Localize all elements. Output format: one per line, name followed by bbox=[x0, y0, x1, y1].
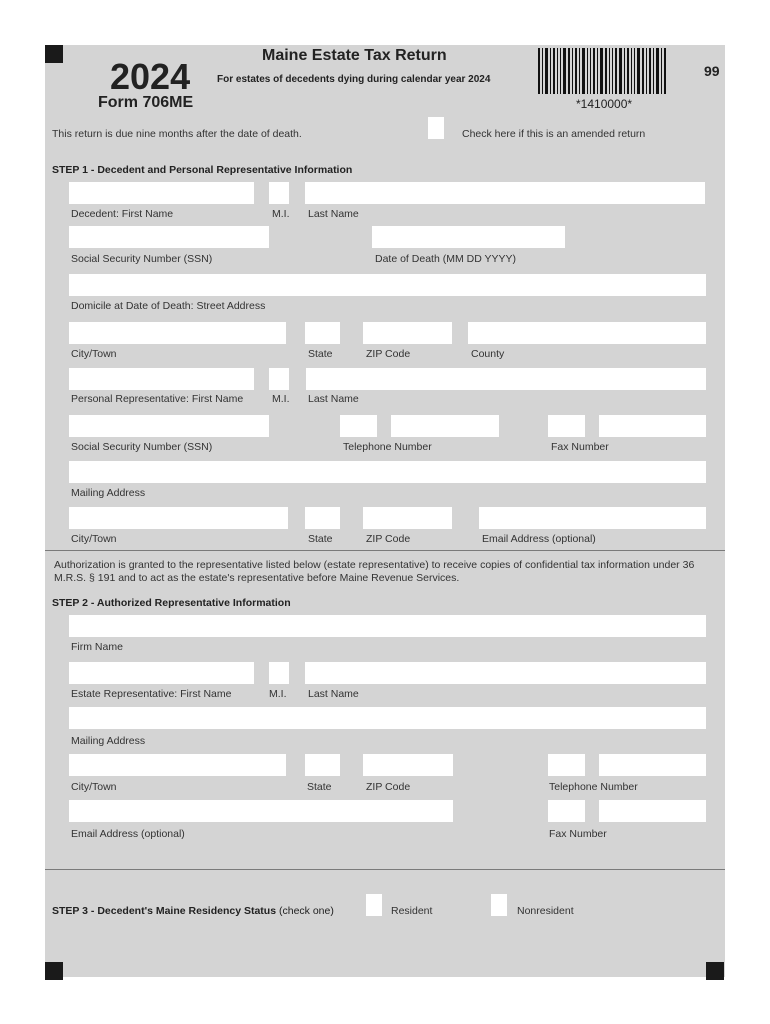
step3-check-note: (check one) bbox=[278, 905, 334, 917]
resident-checkbox[interactable] bbox=[366, 894, 382, 916]
pr-fax-area-field[interactable] bbox=[548, 415, 585, 437]
registration-mark-top-left bbox=[45, 45, 63, 63]
barcode-text: *1410000* bbox=[576, 97, 633, 111]
pr-email-label: Email Address (optional) bbox=[482, 533, 596, 545]
domicile-street-field[interactable] bbox=[69, 274, 706, 296]
nonresident-label: Nonresident bbox=[517, 905, 574, 917]
er-tel-label: Telephone Number bbox=[549, 781, 638, 793]
er-city-label: City/Town bbox=[71, 781, 117, 793]
er-fax-area-field[interactable] bbox=[548, 800, 585, 822]
date-of-death-field[interactable] bbox=[372, 226, 565, 248]
domicile-state-label: State bbox=[308, 348, 333, 360]
pr-ssn-label: Social Security Number (SSN) bbox=[71, 441, 213, 453]
registration-mark-bottom-left bbox=[45, 962, 63, 980]
pr-tel-area-field[interactable] bbox=[340, 415, 377, 437]
nonresident-checkbox[interactable] bbox=[491, 894, 507, 916]
er-fax-number-field[interactable] bbox=[599, 800, 706, 822]
barcode bbox=[538, 48, 686, 94]
amended-return-label: Check here if this is an amended return bbox=[462, 128, 646, 140]
pr-zip-field[interactable] bbox=[363, 507, 452, 529]
section-divider-2 bbox=[45, 869, 725, 870]
registration-mark-bottom-right bbox=[706, 962, 724, 980]
domicile-city-field[interactable] bbox=[69, 322, 286, 344]
er-state-label: State bbox=[307, 781, 332, 793]
pr-ssn-field[interactable] bbox=[69, 415, 269, 437]
step3-title bbox=[52, 905, 334, 917]
form-id: Form 706ME bbox=[98, 94, 194, 111]
amended-return-checkbox[interactable] bbox=[428, 117, 444, 139]
firm-name-field[interactable] bbox=[69, 615, 706, 637]
pr-city-label: City/Town bbox=[71, 533, 117, 545]
pr-state-label: State bbox=[308, 533, 333, 545]
er-mi-field[interactable] bbox=[269, 662, 289, 684]
decedent-last-name-label: Last Name bbox=[308, 208, 359, 220]
step1-title: STEP 1 - Decedent and Personal Representative Information bbox=[52, 164, 353, 176]
pr-fax-number-field[interactable] bbox=[599, 415, 706, 437]
domicile-zip-label: ZIP Code bbox=[366, 348, 411, 360]
county-field[interactable] bbox=[468, 322, 706, 344]
decedent-ssn-field[interactable] bbox=[69, 226, 269, 248]
er-zip-field[interactable] bbox=[363, 754, 453, 776]
pr-mailing-address-field[interactable] bbox=[69, 461, 706, 483]
pr-first-name-field[interactable] bbox=[69, 368, 254, 390]
due-note: This return is due nine months after the date of death. bbox=[52, 128, 302, 140]
er-tel-number-field[interactable] bbox=[599, 754, 706, 776]
pr-first-name-label: Personal Representative: First Name bbox=[71, 393, 244, 405]
step3-title-text: STEP 3 - Decedent's Maine Residency Status bbox=[52, 905, 277, 917]
section-divider bbox=[45, 550, 725, 551]
page-code: 99 bbox=[704, 63, 720, 79]
er-state-field[interactable] bbox=[305, 754, 340, 776]
domicile-street-label: Domicile at Date of Death: Street Address bbox=[71, 300, 266, 312]
pr-zip-label: ZIP Code bbox=[366, 533, 411, 545]
er-zip-label: ZIP Code bbox=[366, 781, 411, 793]
form-year: 2024 bbox=[110, 56, 191, 97]
er-first-name-field[interactable] bbox=[69, 662, 254, 684]
er-first-name-label: Estate Representative: First Name bbox=[71, 688, 232, 700]
decedent-last-name-field[interactable] bbox=[305, 182, 705, 204]
er-fax-label: Fax Number bbox=[549, 828, 607, 840]
domicile-state-field[interactable] bbox=[305, 322, 340, 344]
pr-mi-label: M.I. bbox=[272, 393, 290, 405]
decedent-mi-label: M.I. bbox=[272, 208, 290, 220]
decedent-first-name-label: Decedent: First Name bbox=[71, 208, 174, 220]
pr-mailing-address-label: Mailing Address bbox=[71, 487, 146, 499]
date-of-death-label: Date of Death (MM DD YYYY) bbox=[375, 253, 517, 265]
decedent-first-name-field[interactable] bbox=[69, 182, 254, 204]
pr-last-name-field[interactable] bbox=[306, 368, 706, 390]
domicile-zip-field[interactable] bbox=[363, 322, 452, 344]
pr-last-name-label: Last Name bbox=[308, 393, 359, 405]
er-mailing-address-field[interactable] bbox=[69, 707, 706, 729]
county-label: County bbox=[471, 348, 505, 360]
pr-email-field[interactable] bbox=[479, 507, 706, 529]
er-last-name-field[interactable] bbox=[305, 662, 706, 684]
er-tel-area-field[interactable] bbox=[548, 754, 585, 776]
er-email-field[interactable] bbox=[69, 800, 453, 822]
er-email-label: Email Address (optional) bbox=[71, 828, 185, 840]
decedent-ssn-label: Social Security Number (SSN) bbox=[71, 253, 213, 265]
er-mailing-address-label: Mailing Address bbox=[71, 735, 146, 747]
form-subtitle: For estates of decedents dying during calendar year 2024 bbox=[217, 74, 491, 85]
er-mi-label: M.I. bbox=[269, 688, 287, 700]
domicile-city-label: City/Town bbox=[71, 348, 117, 360]
pr-mi-field[interactable] bbox=[269, 368, 289, 390]
firm-name-label: Firm Name bbox=[71, 641, 123, 653]
decedent-mi-field[interactable] bbox=[269, 182, 289, 204]
pr-fax-label: Fax Number bbox=[551, 441, 609, 453]
authorization-text: Authorization is granted to the representative listed below (estate representative) to receive copies of confidential tax information under 36 M.R.S. § 191 and to act as the estate's representative before Maine Revenue Services. bbox=[54, 559, 695, 584]
pr-tel-label: Telephone Number bbox=[343, 441, 432, 453]
resident-label: Resident bbox=[391, 905, 433, 917]
form-title: Maine Estate Tax Return bbox=[262, 47, 447, 64]
pr-tel-number-field[interactable] bbox=[391, 415, 499, 437]
pr-city-field[interactable] bbox=[69, 507, 288, 529]
step2-title: STEP 2 - Authorized Representative Information bbox=[52, 597, 291, 609]
pr-state-field[interactable] bbox=[305, 507, 340, 529]
er-city-field[interactable] bbox=[69, 754, 286, 776]
er-last-name-label: Last Name bbox=[308, 688, 359, 700]
